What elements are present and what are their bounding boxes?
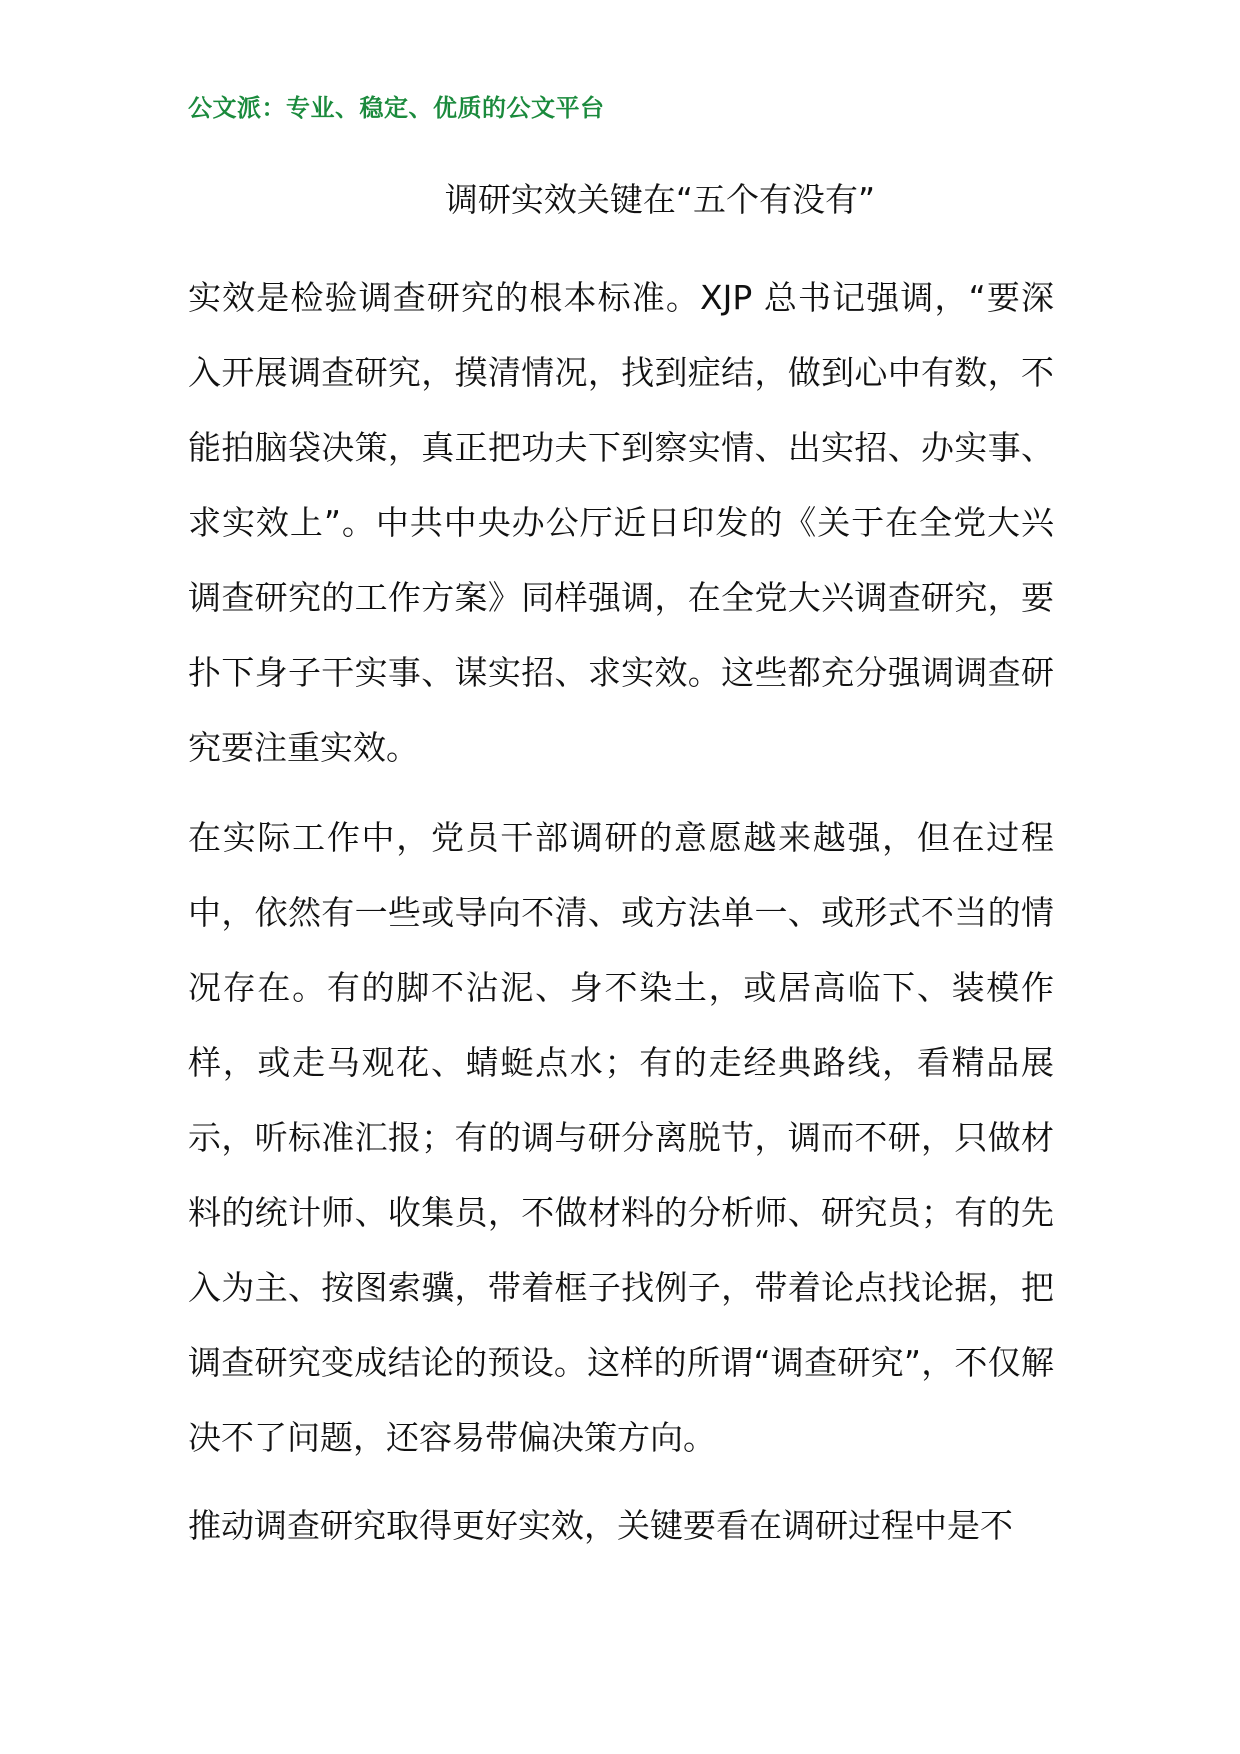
paragraph-2: 在实际工作中，党员干部调研的意愿越来越强，但在过程中，依然有一些或导向不清、或方法单一、或形式不当的情况存在。有的脚不沾泥、身不染土，或居高临下、装模作样，或走马观花、蜻蜓点水；有的走经典路线，看精品展示，听标准汇报；有的调与研分离脱节，调而不研，只做材料的统计师、收集员，不做材料的分析师、研究员；有的先入为主、按图索骥，带着框子找例子，带着论点找论据，把调查研究变成结论的预设。这样的所谓“调查研究”，不仅解决不了问题，还容易带偏决策方向。 — [188, 818, 1054, 1457]
paragraph-3: 推动调查研究取得更好实效，关键要看在调研过程中是不 — [188, 1506, 1013, 1545]
paragraph-1: 实效是检验调查研究的根本标准。XJP 总书记强调，“要深入开展调查研究，摸清情况，找到症结，做到心中有数，不能拍脑袋决策，真正把功夫下到察实情、出实招、办实事、求实效上”。中共中央办公厅近日印发的《关于在全党大兴调查研究的工作方案》同样强调，在全党大兴调查研究，要扑下身子干实事、谋实招、求实效。这些都充分强调调查研究要注重实效。 — [188, 278, 1054, 767]
document-title — [0, 174, 1240, 221]
header-tagline: 公文派：专业、稳定、优质的公文平台 — [188, 94, 605, 122]
document-title-text: 调研实效关键在“五个有没有” — [444, 180, 876, 219]
